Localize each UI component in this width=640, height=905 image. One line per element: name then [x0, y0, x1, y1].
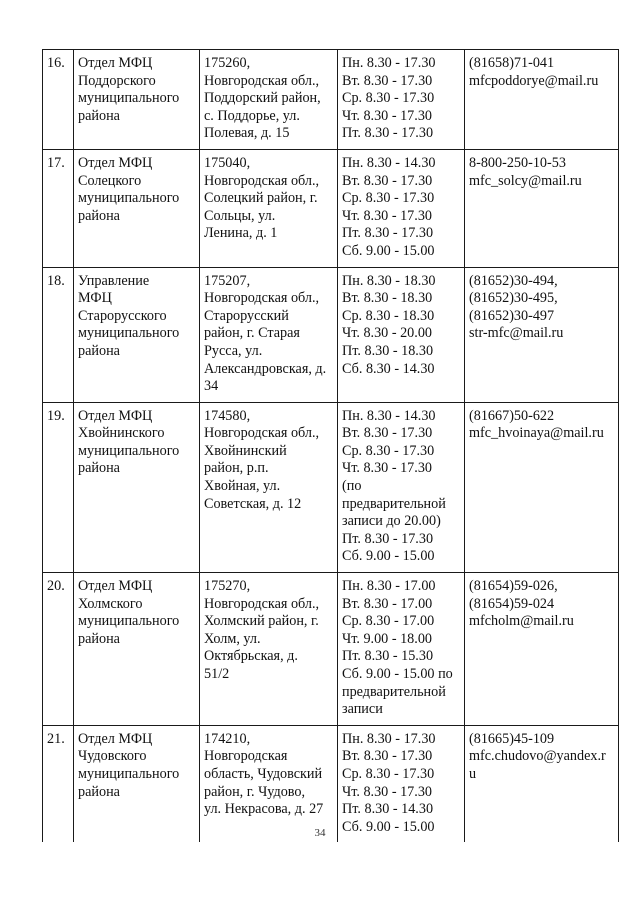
working-hours-line: Сб. 8.30 - 14.30 [342, 360, 435, 377]
address-line: район, г. Старая [204, 325, 300, 342]
contacts-line: 8-800-250-10-53 [469, 154, 566, 171]
row-number-cell [43, 50, 74, 150]
working-hours-line: Пн. 8.30 - 17.30 [342, 55, 436, 71]
address-line: ул. Некрасова, д. 27 [204, 801, 324, 818]
address-line: Новгородская обл., [204, 72, 320, 89]
working-hours-line: записи до 20.00) [342, 513, 441, 530]
row-number: 18. [47, 272, 65, 289]
office-name-line: района [78, 107, 120, 124]
working-hours-line: Вт. 8.30 - 17.30 [342, 748, 433, 765]
office-name-line: муниципального [78, 613, 180, 630]
address-line: Холмский район, г. [204, 613, 319, 630]
contacts-line: mfcpoddorye@mail.ru [469, 72, 599, 89]
contacts-cell [465, 402, 619, 572]
contacts-line: str-mfc@mail.ru [469, 325, 564, 342]
working-hours-line: Вт. 8.30 - 17.30 [342, 425, 433, 442]
address-cell [200, 402, 338, 572]
contacts-line: (81652)30-497 [469, 307, 555, 324]
page-number: 34 [314, 827, 326, 839]
working-hours-line: Чт. 8.30 - 17.30 [342, 460, 433, 477]
address-line: Новгородская обл., [204, 290, 320, 307]
office-name-line: Холмского [78, 595, 143, 612]
office-name-line: муниципального [78, 442, 180, 459]
office-name-cell [74, 50, 200, 150]
working-hours-line: Сб. 9.00 - 15.00 по [342, 666, 453, 682]
working-hours-line: Ср. 8.30 - 17.30 [342, 442, 435, 459]
address-line: 175270, [204, 578, 251, 595]
working-hours-line: Ср. 8.30 - 17.00 [342, 613, 435, 630]
address-line: 51/2 [204, 666, 230, 682]
address-line: с. Поддорье, ул. [204, 107, 300, 124]
working-hours-line: предварительной [342, 683, 446, 700]
working-hours-line: Сб. 9.00 - 15.00 [342, 818, 435, 835]
contacts-cell [465, 725, 619, 842]
contacts-line: (81652)30-494, [469, 272, 558, 289]
office-name-line: Поддорского [78, 72, 156, 89]
working-hours-line: Чт. 8.30 - 17.30 [342, 107, 433, 124]
contacts-cell [465, 50, 619, 150]
working-hours-cell [338, 267, 465, 402]
office-name-line: муниципального [78, 190, 180, 207]
office-name-line: Отдел МФЦ [78, 407, 153, 424]
office-name-cell [74, 267, 200, 402]
row-number: 20. [47, 578, 65, 595]
office-name-cell [74, 725, 200, 842]
office-name-line: района [78, 460, 120, 477]
working-hours-cell [338, 50, 465, 150]
contacts-line: mfc.chudovo@yandex.r [469, 748, 606, 765]
address-line: Новгородская обл., [204, 172, 320, 189]
contacts-line: (81654)59-026, [469, 578, 558, 595]
working-hours-line: Пт. 8.30 - 17.30 [342, 125, 434, 142]
table-row [43, 573, 619, 726]
office-name-line: Управление [78, 272, 150, 289]
contacts-line: (81665)45-109 [469, 730, 555, 747]
working-hours-line: Пт. 8.30 - 17.30 [342, 530, 434, 547]
row-number: 21. [47, 730, 65, 747]
address-line: Старорусский [204, 307, 289, 324]
working-hours-line: Пн. 8.30 - 17.30 [342, 730, 436, 747]
address-line: Новгородская обл., [204, 595, 320, 612]
working-hours-line: Чт. 8.30 - 20.00 [342, 325, 433, 342]
working-hours-line: записи [342, 701, 383, 718]
working-hours-line: Вт. 8.30 - 17.30 [342, 72, 433, 89]
row-number-cell [43, 402, 74, 572]
working-hours-line: Чт. 8.30 - 17.30 [342, 207, 433, 224]
address-cell [200, 573, 338, 726]
office-name-line: района [78, 783, 120, 800]
address-line: Октябрьская, д. [204, 648, 298, 665]
working-hours-line: (по [342, 478, 362, 495]
working-hours-line: Ср. 8.30 - 17.30 [342, 765, 435, 782]
working-hours-line: Ср. 8.30 - 17.30 [342, 190, 435, 207]
working-hours-cell [338, 149, 465, 267]
address-line: Поддорский район, [204, 90, 321, 107]
office-name-cell [74, 402, 200, 572]
table-row [43, 402, 619, 572]
office-name-line: Чудовского [78, 748, 147, 765]
working-hours-line: Пт. 8.30 - 17.30 [342, 225, 434, 242]
working-hours-line: предварительной [342, 495, 446, 512]
mfc-offices-table [42, 49, 619, 842]
working-hours-line: Пт. 8.30 - 14.30 [342, 801, 434, 818]
table-body [43, 50, 619, 843]
working-hours-cell [338, 725, 465, 842]
working-hours-cell [338, 402, 465, 572]
office-name-cell [74, 149, 200, 267]
table-row [43, 725, 619, 842]
working-hours-line: Чт. 9.00 - 18.00 [342, 630, 433, 647]
address-line: 174580, [204, 407, 251, 424]
address-line: Холм, ул. [204, 630, 261, 647]
contacts-line: (81652)30-495, [469, 290, 558, 307]
office-name-line: района [78, 207, 120, 224]
contacts-cell [465, 573, 619, 726]
contacts-line: mfc_solcy@mail.ru [469, 172, 582, 189]
office-name-line: Отдел МФЦ [78, 154, 153, 171]
working-hours-line: Вт. 8.30 - 17.00 [342, 595, 433, 612]
contacts-line: (81658)71-041 [469, 55, 555, 71]
address-line: Сольцы, ул. [204, 207, 276, 224]
contacts-cell [465, 267, 619, 402]
office-name-line: муниципального [78, 90, 180, 107]
address-line: Русса, ул. [204, 342, 263, 359]
address-cell [200, 267, 338, 402]
office-name-cell [74, 573, 200, 726]
office-name-line: Отдел МФЦ [78, 730, 153, 747]
address-line: Полевая, д. 15 [204, 125, 290, 142]
address-line: область, Чудовский [204, 765, 323, 782]
office-name-line: Старорусского [78, 307, 167, 324]
office-name-line: Хвойнинского [78, 425, 165, 442]
row-number-cell [43, 725, 74, 842]
row-number: 16. [47, 55, 65, 71]
row-number-cell [43, 149, 74, 267]
working-hours-cell [338, 573, 465, 726]
contacts-line: (81654)59-024 [469, 595, 555, 612]
office-name-line: МФЦ [78, 290, 112, 307]
address-line: Солецкий район, г. [204, 190, 318, 207]
working-hours-line: Сб. 9.00 - 15.00 [342, 242, 435, 259]
working-hours-line: Пт. 8.30 - 18.30 [342, 342, 434, 359]
address-line: район, р.п. [204, 460, 269, 477]
office-name-line: Отдел МФЦ [78, 578, 153, 595]
contacts-cell [465, 149, 619, 267]
working-hours-line: Пн. 8.30 - 14.30 [342, 407, 436, 424]
address-line: 175207, [204, 272, 251, 289]
contacts-line: (81667)50-622 [469, 407, 555, 424]
address-line: 175040, [204, 154, 251, 171]
office-name-line: муниципального [78, 765, 180, 782]
address-line: Хвойнинский [204, 442, 287, 459]
address-line: 174210, [204, 730, 251, 747]
address-line: Новгородская обл., [204, 425, 320, 442]
working-hours-line: Вт. 8.30 - 18.30 [342, 290, 433, 307]
address-cell [200, 50, 338, 150]
working-hours-line: Ср. 8.30 - 18.30 [342, 307, 435, 324]
office-name-line: Отдел МФЦ [78, 55, 153, 71]
working-hours-line: Пн. 8.30 - 18.30 [342, 272, 436, 289]
row-number-cell [43, 267, 74, 402]
table-row [43, 50, 619, 150]
address-line: Новгородская [204, 748, 288, 765]
working-hours-line: Ср. 8.30 - 17.30 [342, 90, 435, 107]
working-hours-line: Сб. 9.00 - 15.00 [342, 548, 435, 565]
address-line: район, г. Чудово, [204, 783, 306, 800]
row-number: 19. [47, 407, 65, 424]
working-hours-line: Чт. 8.30 - 17.30 [342, 783, 433, 800]
row-number: 17. [47, 154, 65, 171]
address-line: Советская, д. 12 [204, 495, 302, 512]
contacts-line: u [469, 765, 477, 782]
address-cell [200, 149, 338, 267]
address-cell [200, 725, 338, 842]
contacts-line: mfcholm@mail.ru [469, 613, 574, 630]
working-hours-line: Пт. 8.30 - 15.30 [342, 648, 434, 665]
working-hours-line: Пн. 8.30 - 17.00 [342, 578, 436, 595]
working-hours-line: Вт. 8.30 - 17.30 [342, 172, 433, 189]
working-hours-line: Пн. 8.30 - 14.30 [342, 154, 436, 171]
office-name-line: муниципального [78, 325, 180, 342]
address-line: Александровская, д. [204, 360, 327, 377]
office-name-line: района [78, 630, 120, 647]
address-line: 175260, [204, 55, 251, 71]
address-line: 34 [204, 378, 219, 395]
table-row [43, 267, 619, 402]
address-line: Ленина, д. 1 [204, 225, 278, 242]
office-name-line: района [78, 342, 120, 359]
row-number-cell [43, 573, 74, 726]
contacts-line: mfc_hvoinaya@mail.ru [469, 425, 604, 442]
office-name-line: Солецкого [78, 172, 142, 189]
table-row [43, 149, 619, 267]
address-line: Хвойная, ул. [204, 478, 281, 495]
